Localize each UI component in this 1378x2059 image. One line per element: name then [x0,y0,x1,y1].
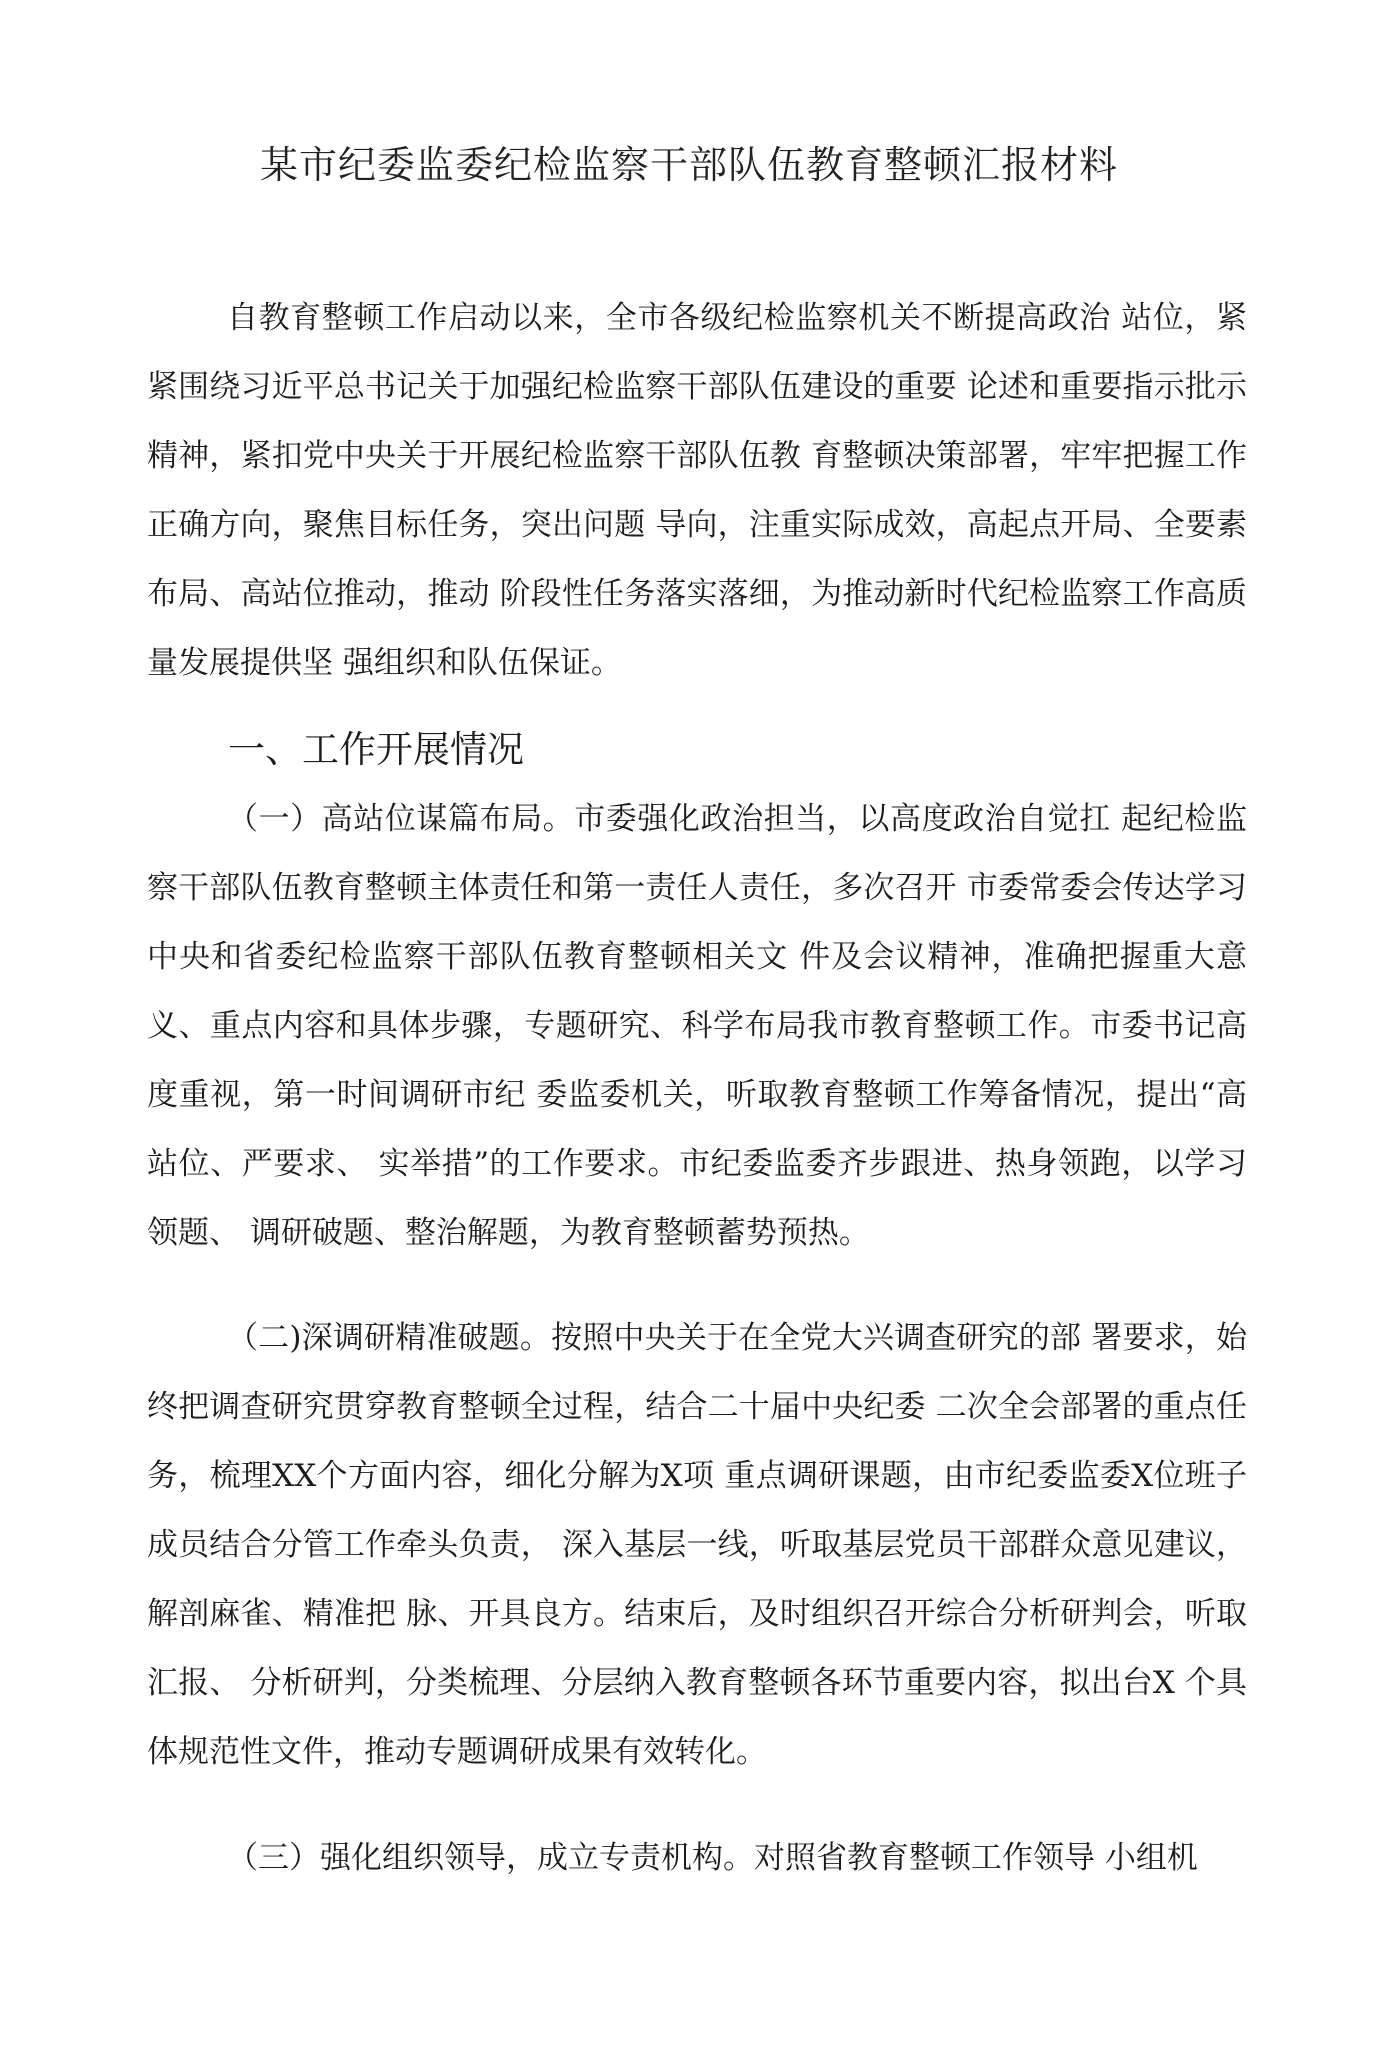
section-heading: 一、工作开展情况 [228,728,524,771]
document-title: 某市纪委监委纪检监察干部队伍教育整顿汇报材料 [259,143,1118,187]
body-paragraph: （二)深调研精准破题。按照中央关于在全党大兴调查研究的部 署要求，始终把调查研究贯穿教育整顿全过程，结合二十届中央纪委 二次全会部署的重点任务，梳理XX个方面内容，细化分解为X项 重点调研课题，由市纪委监委X位班子成员结合分管工作牵头负责， 深入基层一线，听取基层党员干部群众意见建议，解剖麻雀、精准把 脉、开具良方。结束后，及时组织召开综合分析研判会，听取汇报、 分析研判，分类梳理、分层纳入教育整顿各环节重要内容，拟出台X 个具体规范性文件，推动专题调研成果有效转化。 [147,1320,1247,1770]
intro-paragraph: 自教育整顿工作启动以来，全市各级纪检监察机关不断提高政治 站位，紧紧围绕习近平总书记关于加强纪检监察干部队伍建设的重要 论述和重要指示批示精神，紧扣党中央关于开展纪检监察干部队伍教 育整顿决策部署，牢牢把握工作正确方向，聚焦目标任务，突出问题 导向，注重实际成效，高起点开局、全要素布局、高站位推动，推动 阶段性任务落实落细，为推动新时代纪检监察工作高质量发展提供坚 强组织和队伍保证。 [147,300,1247,681]
body-paragraph: （三）强化组织领导，成立专责机构。对照省教育整顿工作领导 小组机 [227,1840,1198,1876]
body-paragraph: （一）高站位谋篇布局。市委强化政治担当，以高度政治自觉扛 起纪检监察干部队伍教育整顿主体责任和第一责任人责任，多次召开 市委常委会传达学习中央和省委纪检监察干部队伍教育整顿相关文 件及会议精神，准确把握重大意义、重点内容和具体步骤，专题研究、科学布局我市教育整顿工作。市委书记高度重视，第一时间调研市纪 委监委机关，听取教育整顿工作筹备情况，提出“高站位、严要求、 实举措”的工作要求。市纪委监委齐步跟进、热身领跑，以学习领题、 调研破题、整治解题，为教育整顿蓄势预热。 [147,801,1247,1251]
